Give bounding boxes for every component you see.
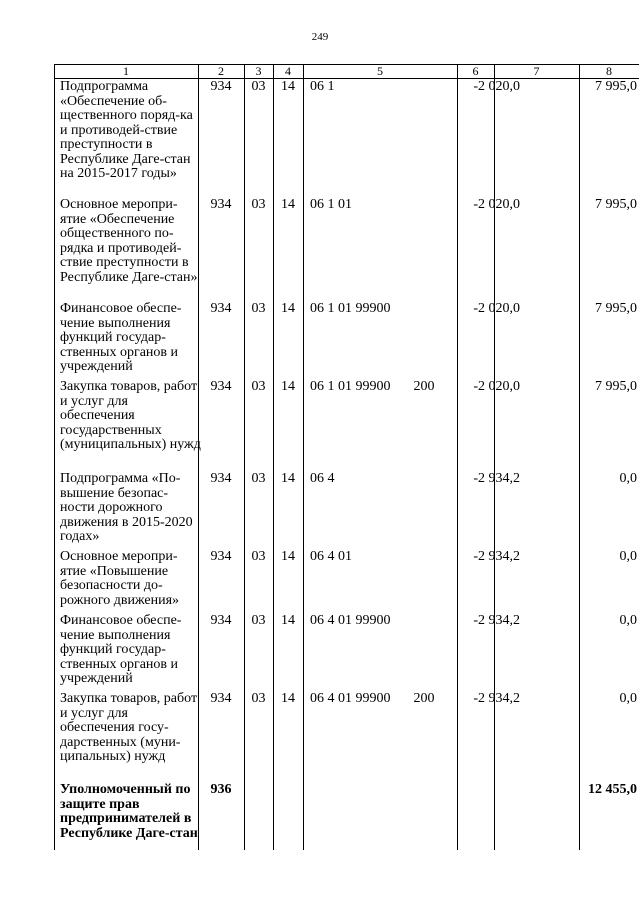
row-change-amount: -2 020,0 [473, 301, 520, 316]
row-section: 03 [251, 549, 266, 564]
row-total-amount: 12 455,0 [588, 782, 637, 797]
row-section: 03 [251, 691, 266, 706]
row-target-article: 06 4 01 99900 [310, 613, 391, 628]
row-subsection: 14 [281, 549, 295, 564]
row-total-amount: 0,0 [619, 691, 637, 706]
row-ministry-code: 934 [210, 379, 232, 394]
row-target-article: 06 4 [310, 471, 335, 486]
row-name: Закупка товаров, работ и услуг для обеспечения госу-дарственных (муни-ципальных) нужд [60, 691, 198, 764]
header-col-2: 2 [218, 64, 224, 78]
row-section: 03 [251, 613, 266, 628]
row-ministry-code: 934 [210, 691, 232, 706]
row-ministry-code: 936 [210, 782, 232, 797]
row-subsection: 14 [281, 301, 295, 316]
row-subsection: 14 [281, 197, 295, 212]
col-divider [579, 64, 580, 850]
header-col-7: 7 [533, 64, 540, 78]
row-section: 03 [251, 379, 266, 394]
header-col-5: 5 [377, 64, 383, 78]
row-target-article: 06 1 01 99900 [310, 301, 391, 316]
row-name: Финансовое обеспе-чение выполнения функций государ-ственных органов и учреждений [60, 301, 182, 374]
row-target-article: 06 4 01 99900 [310, 691, 391, 706]
row-subsection: 14 [281, 79, 295, 94]
row-section: 03 [251, 197, 266, 212]
row-ministry-code: 934 [210, 301, 232, 316]
header-col-1: 1 [123, 64, 129, 78]
row-total-amount: 0,0 [619, 549, 637, 564]
row-ministry-code: 934 [210, 197, 232, 212]
row-subsection: 14 [281, 613, 295, 628]
row-total-amount: 7 995,0 [595, 301, 637, 316]
row-total-amount: 0,0 [619, 613, 637, 628]
row-total-amount: 0,0 [619, 471, 637, 486]
row-subsection: 14 [281, 379, 295, 394]
row-name: Уполномоченный по защите прав предпринимателей в Республике Даге-стан [60, 782, 198, 841]
col-divider [494, 64, 495, 850]
row-name: Основное меропри-ятие «Повышение безопасности до-рожного движения» [60, 549, 180, 608]
col-divider [457, 64, 458, 850]
budget-table [54, 64, 639, 850]
row-change-amount: -2 934,2 [473, 549, 520, 564]
row-change-amount: -2 934,2 [473, 691, 520, 706]
row-section: 03 [251, 79, 266, 94]
row-ministry-code: 934 [210, 471, 232, 486]
row-total-amount: 7 995,0 [595, 379, 637, 394]
header-col-3: 3 [255, 64, 262, 78]
row-subsection: 14 [281, 471, 295, 486]
page-number: 249 [311, 31, 329, 43]
row-name: Подпрограмма «По-вышение безопас-ности дорожного движения в 2015-2020 годах» [60, 471, 193, 544]
header-col-6: 6 [472, 64, 479, 78]
col-divider [273, 64, 274, 850]
row-target-article: 06 1 [310, 79, 335, 94]
row-section: 03 [251, 301, 266, 316]
col-divider [303, 64, 304, 850]
row-target-article: 06 4 01 [310, 549, 352, 564]
row-total-amount: 7 995,0 [595, 79, 637, 94]
row-expense-type: 200 [413, 691, 435, 706]
row-name: Основное меропри-ятие «Обеспечение общественного по-рядка и противодей-ствие преступности в Республике Даге-стан» [60, 197, 198, 285]
row-name: Подпрограмма «Обеспечение об-щественного поряд-ка и противодей-ствие преступности в Республике Даге-стан на 2015-2017 годы» [60, 79, 193, 181]
row-total-amount: 7 995,0 [595, 197, 637, 212]
row-change-amount: -2 020,0 [473, 79, 520, 94]
row-change-amount: -2 934,2 [473, 613, 520, 628]
row-subsection: 14 [281, 691, 295, 706]
row-expense-type: 200 [413, 379, 435, 394]
row-ministry-code: 934 [210, 613, 232, 628]
row-change-amount: -2 020,0 [473, 379, 520, 394]
col-divider [54, 64, 55, 850]
row-change-amount: -2 020,0 [473, 197, 520, 212]
row-target-article: 06 1 01 99900 [310, 379, 391, 394]
header-col-8: 8 [606, 64, 612, 78]
row-change-amount: -2 934,2 [473, 471, 520, 486]
row-ministry-code: 934 [210, 549, 232, 564]
header-col-4: 4 [285, 64, 291, 78]
row-target-article: 06 1 01 [310, 197, 352, 212]
row-name: Финансовое обеспе-чение выполнения функций государ-ственных органов и учреждений [60, 613, 182, 686]
col-divider [244, 64, 245, 850]
row-section: 03 [251, 471, 266, 486]
row-name: Закупка товаров, работ и услуг для обеспечения государственных (муниципальных) нужд [60, 379, 201, 452]
row-ministry-code: 934 [210, 79, 232, 94]
